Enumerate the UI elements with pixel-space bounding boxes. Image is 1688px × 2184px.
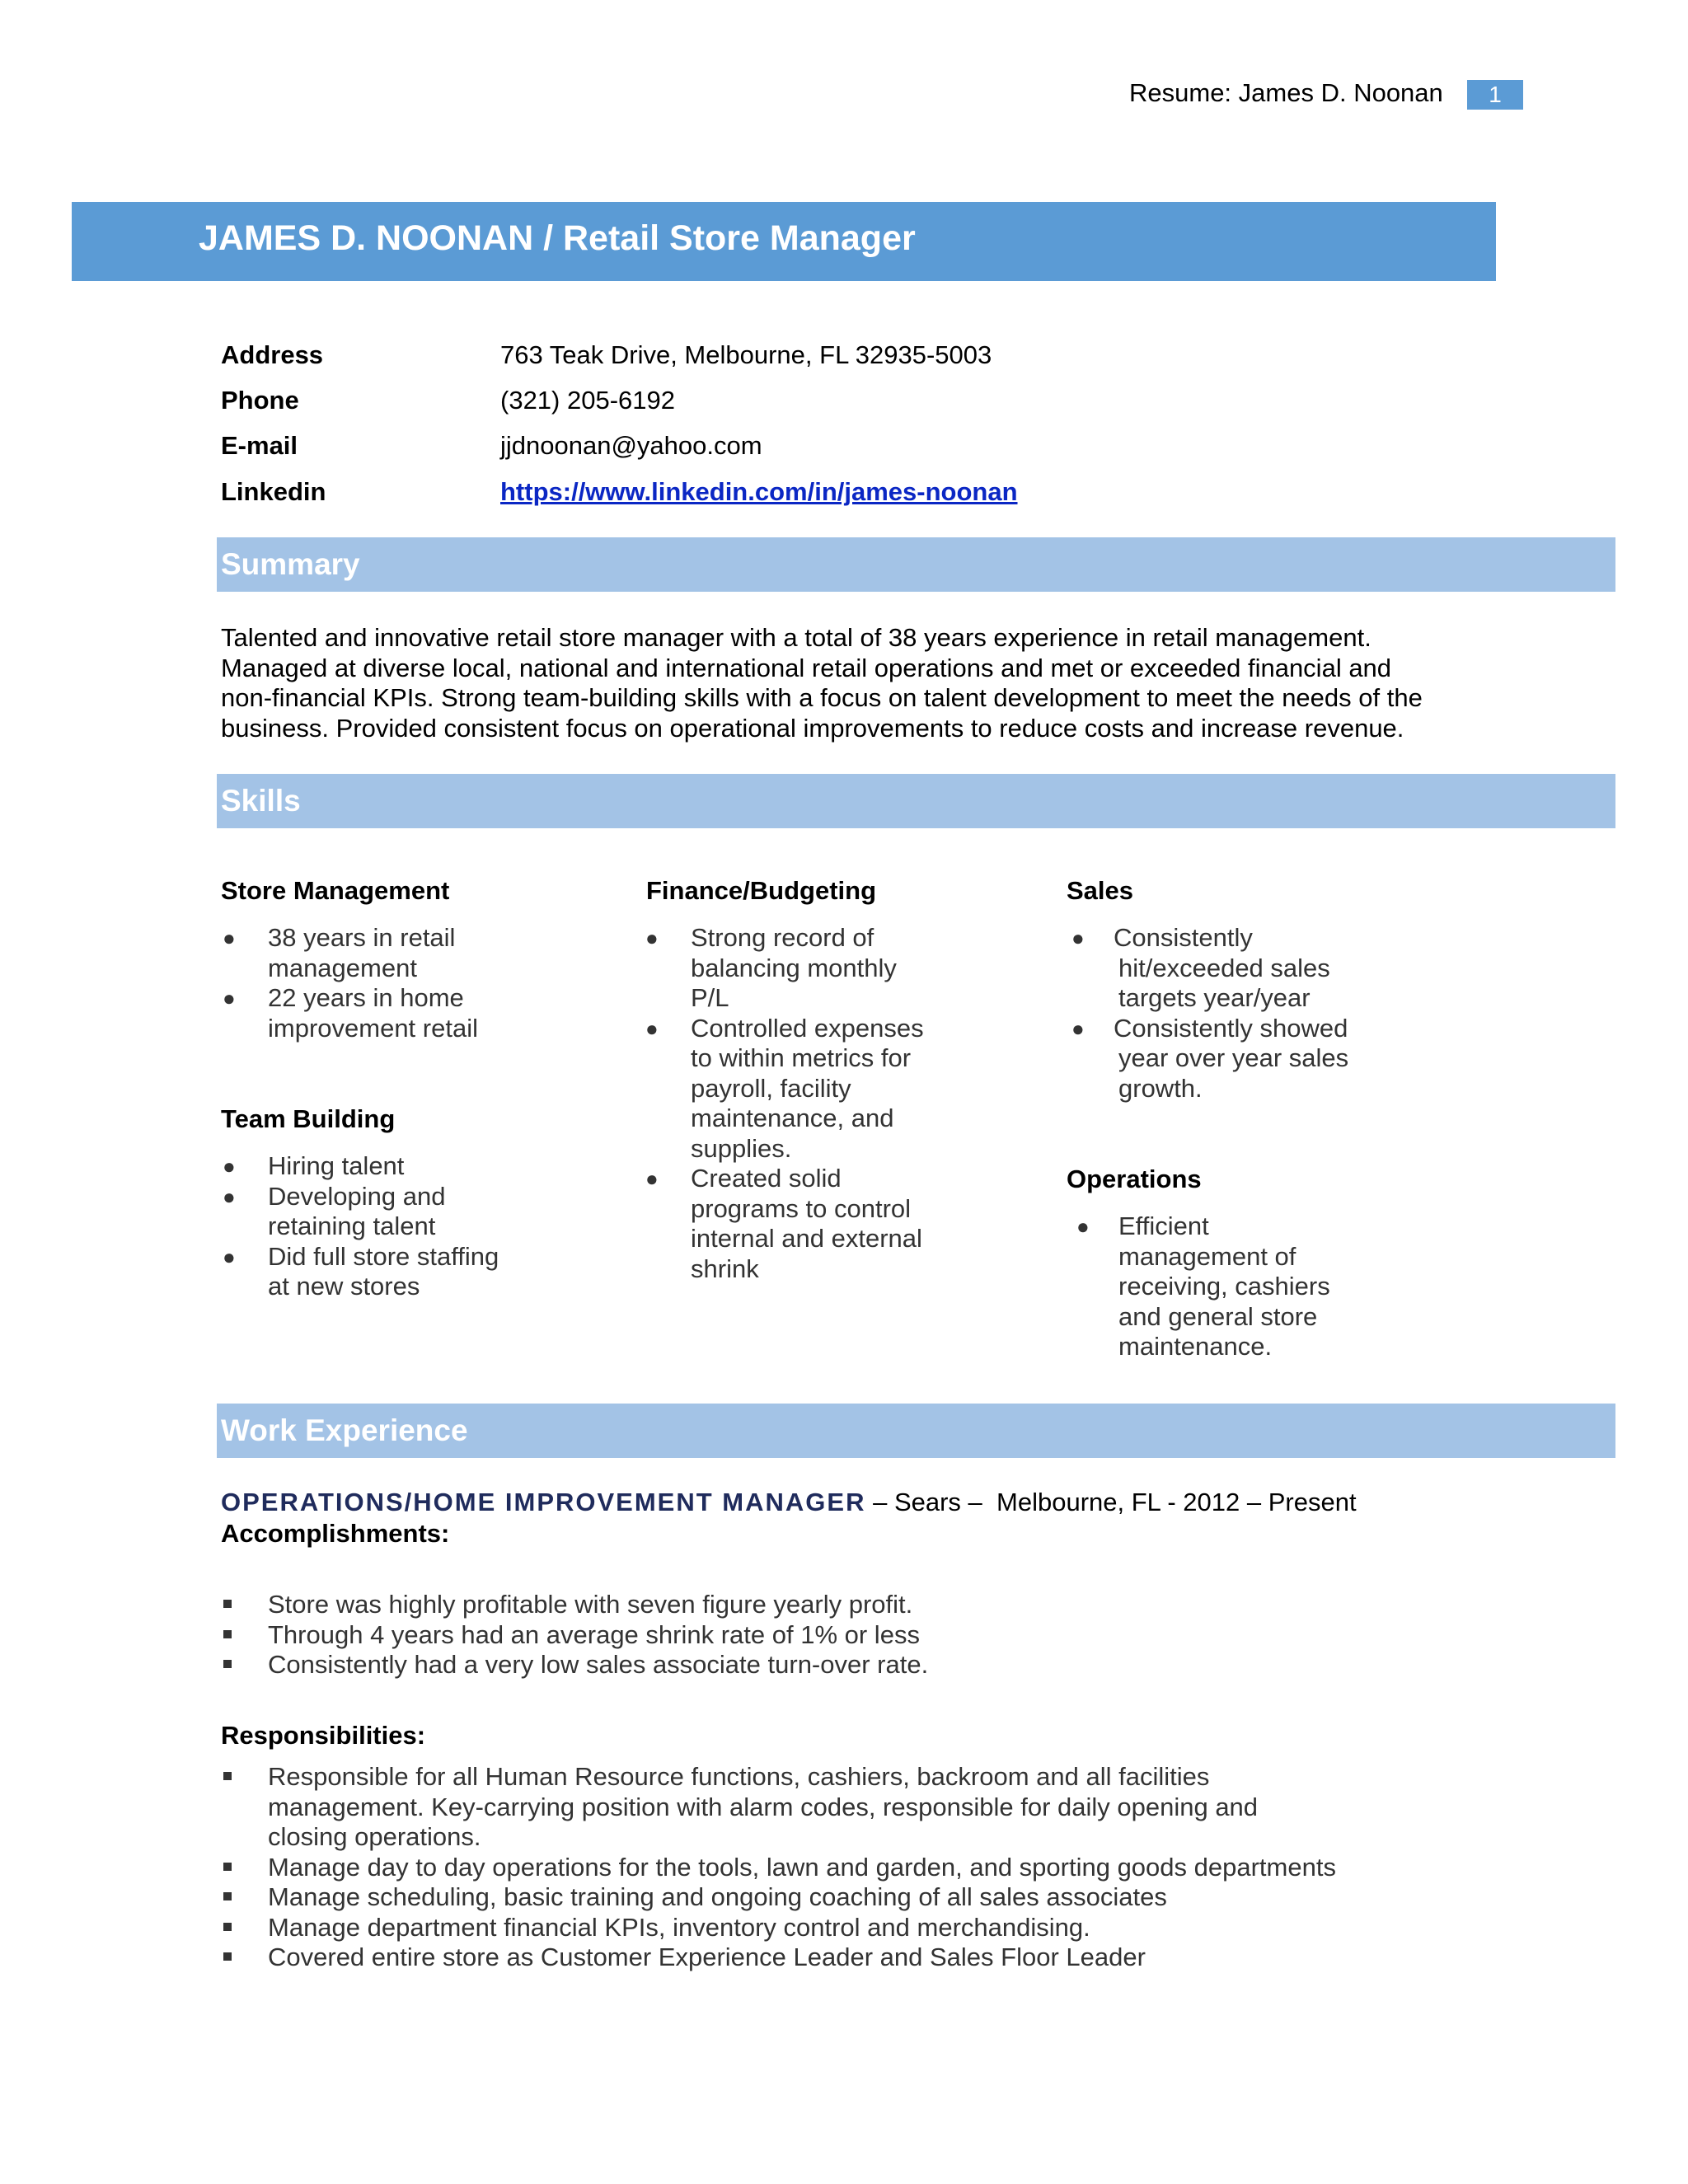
square-bullet-icon bbox=[223, 1630, 232, 1638]
address-label: Address bbox=[221, 340, 324, 369]
list-item: ● Efficient management of receiving, cashiers and general store maintenance. bbox=[1076, 1212, 1330, 1361]
square-bullet-icon bbox=[223, 1772, 232, 1780]
summary-line: business. Provided consistent focus on operational improvements to reduce costs and increase revenue. bbox=[221, 713, 1404, 743]
skills-section-bar bbox=[217, 774, 1615, 828]
skills-heading: Skills bbox=[221, 784, 301, 818]
summary-line: Talented and innovative retail store manager with a total of 38 years experience in retail management. bbox=[221, 623, 1372, 652]
list-item: ● Consistently hit/exceeded sales targets year/year bbox=[1071, 923, 1330, 1012]
bullet-icon: ● bbox=[645, 1015, 659, 1041]
summary-text bbox=[221, 623, 1457, 743]
sales-heading: Sales bbox=[1067, 876, 1134, 905]
list-item: ● Controlled expenses to within metrics for payroll, facility maintenance, and supplies. bbox=[645, 1013, 924, 1163]
summary-line: Managed at diverse local, national and international retail operations and met or exceeded financial and bbox=[221, 653, 1392, 682]
phone-value: (321) 205-6192 bbox=[500, 386, 675, 415]
bullet-icon: ● bbox=[223, 926, 236, 950]
operations-list bbox=[1076, 1212, 1330, 1362]
linkedin-link[interactable]: https://www.linkedin.com/in/james-noonan bbox=[500, 477, 1018, 506]
list-item: ● Consistently showed year over year sales growth. bbox=[1071, 1013, 1349, 1103]
list-item: Responsible for all Human Resource functions, cashiers, backroom and all facilities management. Key-carrying position with alarm codes, responsible for daily opening and closing operations. bbox=[268, 1762, 1336, 1853]
square-bullet-icon bbox=[223, 1863, 232, 1871]
list-item: ● Strong record of balancing monthly P/L bbox=[645, 923, 897, 1012]
accomplishments-list bbox=[268, 1590, 928, 1680]
sales-list bbox=[1071, 923, 1349, 1104]
list-item: Manage day to day operations for the tools, lawn and garden, and sporting goods departments bbox=[268, 1853, 1336, 1883]
linkedin-label: Linkedin bbox=[221, 477, 326, 506]
team-building-heading: Team Building bbox=[221, 1104, 396, 1133]
work-experience-heading: Work Experience bbox=[221, 1413, 468, 1447]
email-label: E-mail bbox=[221, 431, 298, 460]
finance-budgeting-heading: Finance/Budgeting bbox=[646, 876, 876, 905]
square-bullet-icon bbox=[223, 1600, 232, 1608]
bullet-icon: ● bbox=[223, 1183, 236, 1209]
square-bullet-icon bbox=[223, 1923, 232, 1931]
page-number: 1 bbox=[1467, 80, 1523, 110]
job-location-dates: Melbourne, FL - 2012 – Present bbox=[996, 1488, 1357, 1516]
store-management-list bbox=[223, 923, 478, 1043]
bullet-icon: ● bbox=[1076, 1214, 1090, 1239]
list-item: ● 22 years in home improvement retail bbox=[223, 983, 478, 1043]
job-line: OPERATIONS/HOME IMPROVEMENT MANAGER – Sears – Melbourne, FL - 2012 – Present bbox=[221, 1488, 1357, 1516]
responsibilities-heading: Responsibilities: bbox=[221, 1721, 426, 1750]
list-item: Through 4 years had an average shrink rate of 1% or less bbox=[268, 1620, 928, 1651]
company-name: Sears bbox=[893, 1488, 961, 1516]
summary-line: non-financial KPIs. Strong team-building skills with a focus on talent development to meet the needs of the bbox=[221, 683, 1423, 712]
job-title: OPERATIONS/HOME IMPROVEMENT MANAGER bbox=[221, 1488, 866, 1516]
list-item: ● 38 years in retail management bbox=[223, 923, 456, 982]
bullet-icon: ● bbox=[1071, 926, 1085, 950]
list-item: ● Hiring talent bbox=[223, 1151, 405, 1180]
list-item: Manage scheduling, basic training and ongoing coaching of all sales associates bbox=[268, 1882, 1336, 1913]
bullet-icon: ● bbox=[645, 1166, 659, 1191]
list-item: Covered entire store as Customer Experience Leader and Sales Floor Leader bbox=[268, 1943, 1336, 1973]
address-value: 763 Teak Drive, Melbourne, FL 32935-5003 bbox=[500, 340, 992, 369]
running-header: Resume: James D. Noonan bbox=[1129, 78, 1443, 107]
phone-label: Phone bbox=[221, 386, 299, 415]
list-item: Manage department financial KPIs, inventory control and merchandising. bbox=[268, 1913, 1336, 1943]
list-item: Consistently had a very low sales associate turn-over rate. bbox=[268, 1650, 928, 1680]
resume-title: JAMES D. NOONAN / Retail Store Manager bbox=[199, 218, 916, 258]
operations-heading: Operations bbox=[1067, 1165, 1202, 1193]
list-item: ● Did full store staffing at new stores bbox=[223, 1241, 499, 1301]
accomplishments-heading: Accomplishments: bbox=[221, 1519, 450, 1548]
team-building-list bbox=[223, 1151, 499, 1302]
store-management-heading: Store Management bbox=[221, 876, 450, 905]
summary-section-bar bbox=[217, 537, 1615, 592]
finance-budgeting-list bbox=[645, 923, 924, 1284]
responsibilities-list bbox=[268, 1762, 1336, 1973]
list-item: ● Created solid programs to control internal and external shrink bbox=[645, 1164, 922, 1283]
bullet-icon: ● bbox=[1071, 1015, 1085, 1041]
email-value: jjdnoonan@yahoo.com bbox=[500, 431, 762, 460]
square-bullet-icon bbox=[223, 1952, 232, 1961]
bullet-icon: ● bbox=[223, 1154, 236, 1179]
summary-heading: Summary bbox=[221, 547, 360, 581]
bullet-icon: ● bbox=[223, 986, 236, 1010]
list-item: Store was highly profitable with seven figure yearly profit. bbox=[268, 1590, 928, 1620]
square-bullet-icon bbox=[223, 1660, 232, 1668]
bullet-icon: ● bbox=[645, 926, 659, 950]
list-item: ● Developing and retaining talent bbox=[223, 1181, 446, 1240]
bullet-icon: ● bbox=[223, 1244, 236, 1269]
square-bullet-icon bbox=[223, 1892, 232, 1900]
